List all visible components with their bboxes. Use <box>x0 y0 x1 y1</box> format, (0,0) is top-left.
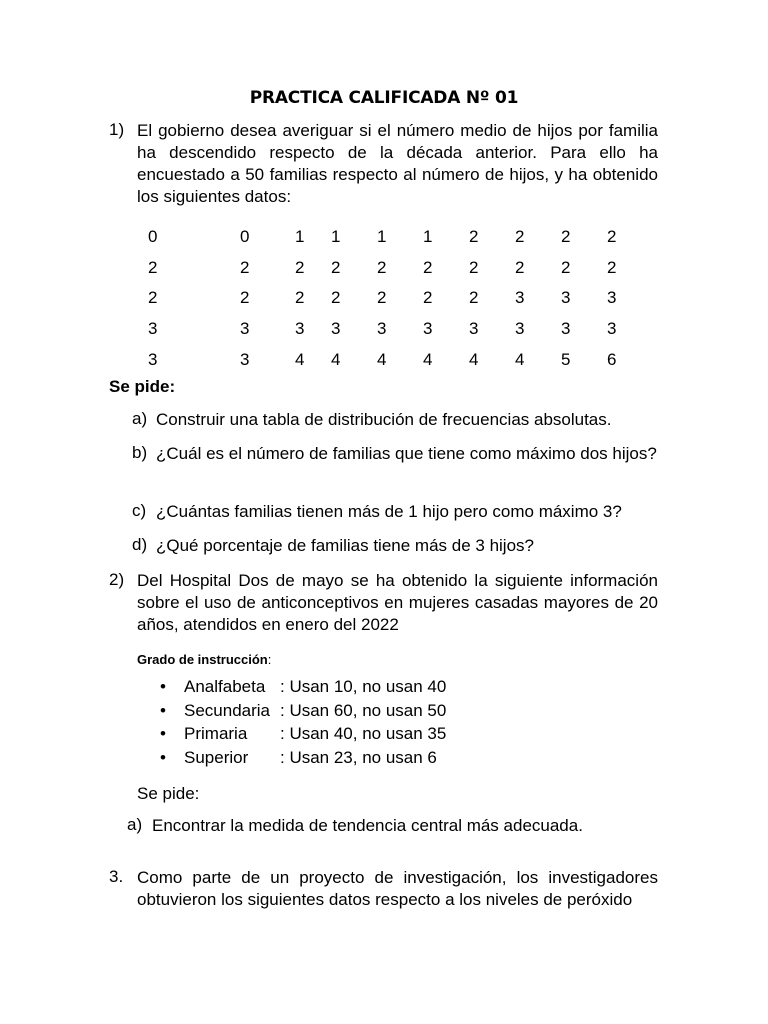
table-cell: 2 <box>331 288 341 308</box>
question-2-text: Del Hospital Dos de mayo se ha obtenido la siguiente información sobre el uso de anticonceptivos en mujeres casadas mayores de 20 años, atendidos en enero del 2022 <box>137 571 658 634</box>
table-cell: 3 <box>515 319 525 339</box>
bullet-icon: • <box>160 677 166 696</box>
table-cell: 2 <box>561 257 571 277</box>
bullet-icon: • <box>160 701 166 720</box>
table-cell: 4 <box>423 349 433 369</box>
table-cell: 3 <box>515 288 525 308</box>
table-row <box>148 283 637 314</box>
bullet-name: Primaria <box>184 724 248 743</box>
bullet-value: : Usan 40, no usan 35 <box>280 724 447 743</box>
table-cell: 5 <box>561 349 571 369</box>
table-cell: 2 <box>469 227 479 247</box>
table-row <box>148 314 637 345</box>
bullet-value: : Usan 23, no usan 6 <box>280 748 437 767</box>
table-cell: 3 <box>377 319 387 339</box>
table-cell: 3 <box>607 319 617 339</box>
table-cell: 4 <box>331 349 341 369</box>
table-cell: 3 <box>148 349 158 369</box>
table-cell: 3 <box>240 349 250 369</box>
table-row <box>148 253 637 284</box>
table-cell: 2 <box>295 257 305 277</box>
q1-se-pide: Se pide: <box>109 377 176 396</box>
q1-item-b-text: ¿Cuál es el número de familias que tiene como máximo dos hijos? <box>156 444 657 463</box>
table-cell: 4 <box>469 349 479 369</box>
table-cell: 3 <box>148 319 158 339</box>
question-1-text: El gobierno desea averiguar si el número medio de hijos por familia ha descendido respecto de la década anterior. Para ello ha encuestado a 50 familias respecto al número de hijos, y ha obtenido los siguientes datos: <box>137 121 658 206</box>
q2-item-a-letter: a) <box>127 815 143 834</box>
table-cell: 2 <box>377 288 387 308</box>
children-data-table <box>148 222 637 375</box>
table-cell: 2 <box>469 288 479 308</box>
q1-item-c-text: ¿Cuántas familias tienen más de 1 hijo pero como máximo 3? <box>156 502 622 521</box>
table-cell: 4 <box>515 349 525 369</box>
table-cell: 4 <box>377 349 387 369</box>
q2-item-a-text: Encontrar la medida de tendencia central más adecuada. <box>152 816 583 835</box>
grado-instruccion-heading <box>137 649 271 669</box>
table-cell: 2 <box>515 257 525 277</box>
table-cell: 3 <box>607 288 617 308</box>
grado-instruccion-label: Grado de instrucción <box>137 652 268 667</box>
question-2-number: 2) <box>109 570 125 589</box>
q1-item-a-letter: a) <box>132 409 148 428</box>
grado-instruccion-colon: : <box>267 652 272 667</box>
question-1-number: 1) <box>109 120 125 139</box>
q2-se-pide: Se pide: <box>137 784 200 803</box>
question-3-text: Como parte de un proyecto de investigación, los investigadores obtuvieron los siguientes datos respecto a los niveles de peróxido <box>137 868 658 909</box>
q1-item-b-letter: b) <box>132 443 148 462</box>
table-cell: 3 <box>295 319 305 339</box>
table-cell: 2 <box>295 288 305 308</box>
table-cell: 2 <box>607 257 617 277</box>
table-cell: 2 <box>148 288 158 308</box>
table-cell: 3 <box>561 319 571 339</box>
bullet-icon: • <box>160 748 166 767</box>
q1-item-a-text: Construir una tabla de distribución de frecuencias absolutas. <box>156 410 612 429</box>
table-cell: 2 <box>377 257 387 277</box>
bullet-name: Secundaria <box>184 701 271 720</box>
table-cell: 1 <box>423 227 433 247</box>
q1-item-c-letter: c) <box>132 501 147 520</box>
table-cell: 1 <box>295 227 305 247</box>
q1-item-d-text: ¿Qué porcentaje de familias tiene más de 3 hijos? <box>156 536 534 555</box>
table-cell: 2 <box>561 227 571 247</box>
bullet-name: Superior <box>184 748 249 767</box>
table-cell: 2 <box>240 288 250 308</box>
table-cell: 3 <box>561 288 571 308</box>
table-row <box>148 344 637 375</box>
table-cell: 1 <box>377 227 387 247</box>
table-cell: 1 <box>331 227 341 247</box>
table-cell: 4 <box>295 349 305 369</box>
table-cell: 3 <box>240 319 250 339</box>
table-cell: 2 <box>607 227 617 247</box>
table-cell: 2 <box>469 257 479 277</box>
table-cell: 2 <box>423 257 433 277</box>
table-cell: 2 <box>240 257 250 277</box>
table-cell: 0 <box>148 227 158 247</box>
table-cell: 3 <box>423 319 433 339</box>
table-cell: 2 <box>331 257 341 277</box>
table-row <box>148 222 637 253</box>
bullet-value: : Usan 60, no usan 50 <box>280 701 447 720</box>
table-cell: 3 <box>331 319 341 339</box>
table-cell: 6 <box>607 349 617 369</box>
table-cell: 2 <box>515 227 525 247</box>
table-cell: 3 <box>469 319 479 339</box>
table-cell: 2 <box>148 257 158 277</box>
page-title: PRACTICA CALIFICADA Nº 01 <box>249 88 519 108</box>
bullet-name: Analfabeta <box>184 677 266 696</box>
q1-item-d-letter: d) <box>132 535 148 554</box>
question-3-number: 3. <box>109 867 124 886</box>
bullet-icon: • <box>160 724 166 743</box>
bullet-value: : Usan 10, no usan 40 <box>280 677 447 696</box>
table-cell: 2 <box>423 288 433 308</box>
table-cell: 0 <box>240 227 250 247</box>
